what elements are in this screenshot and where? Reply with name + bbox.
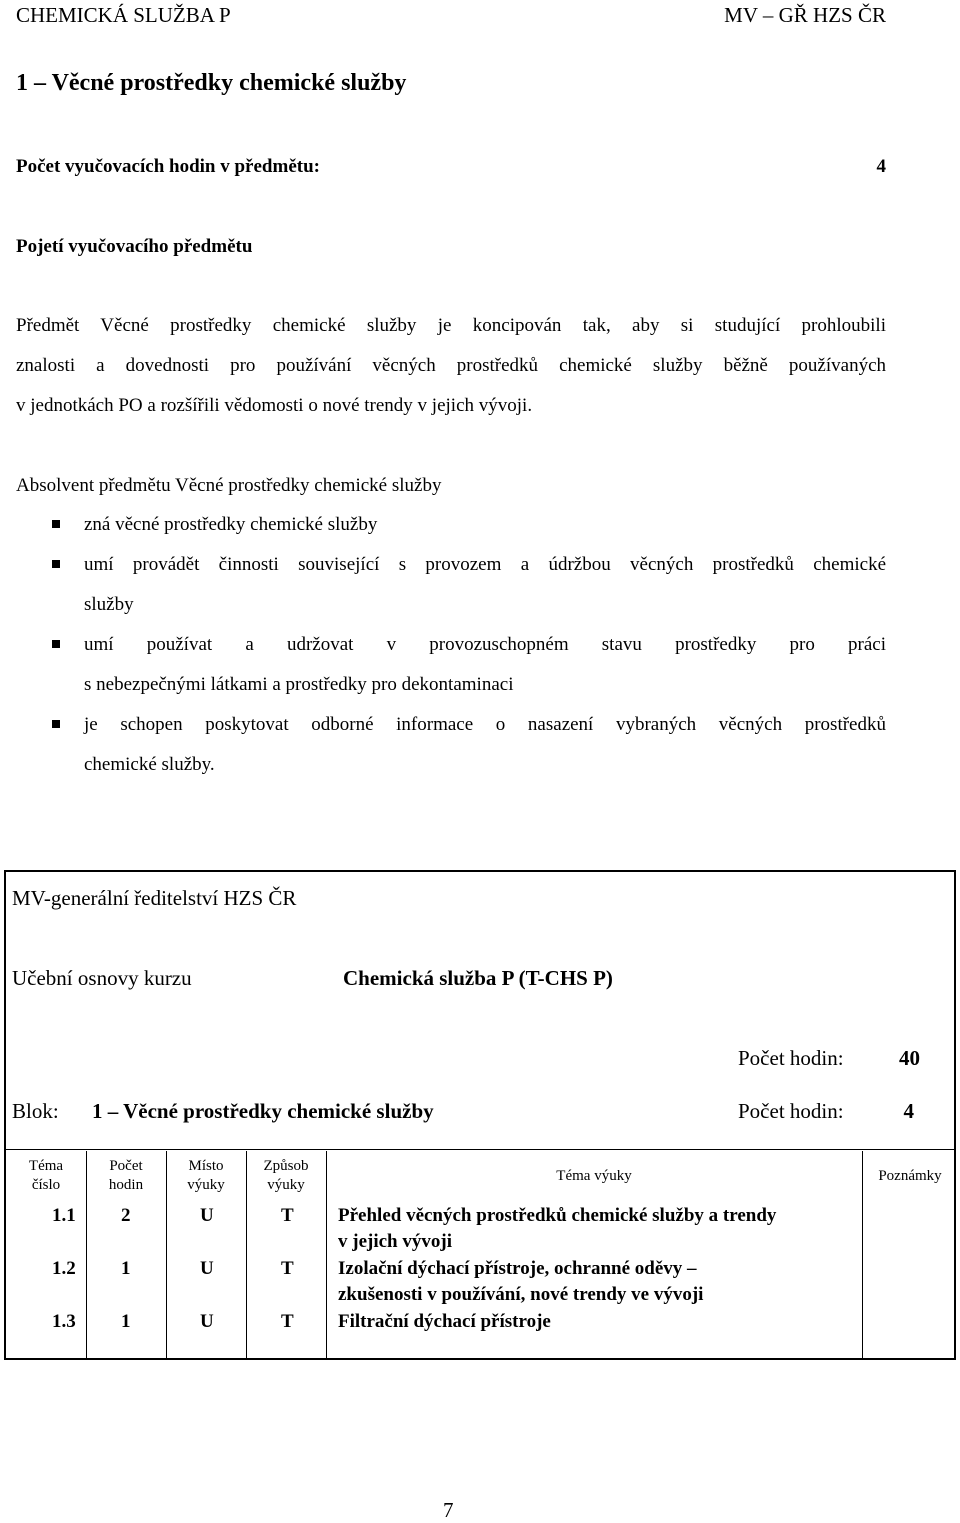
row-method: T: [281, 1205, 294, 1226]
bullet-line: chemické služby.: [84, 754, 215, 775]
bullet-line: služby: [84, 594, 134, 615]
page-number: 7: [443, 1498, 454, 1522]
col-header-line: výuky: [187, 1177, 225, 1193]
block-hours-label: Počet hodin:: [738, 1099, 844, 1123]
header-right: MV – GŘ HZS ČR: [724, 3, 886, 27]
graduate-heading: Absolvent předmětu Věcné prostředky chemické služby: [16, 475, 442, 496]
course-name: Chemická služba P (T-CHS P): [343, 966, 613, 990]
row-hours: 1: [121, 1258, 131, 1279]
bullet-square-icon: [52, 560, 60, 568]
col-header-method: [246, 1157, 326, 1195]
row-topic: [338, 1309, 551, 1335]
col-header-topic-number: [6, 1157, 86, 1195]
concept-heading: Pojetí vyučovacího předmětu: [16, 236, 253, 257]
col-header-notes: Poznámky: [878, 1168, 942, 1184]
col-header-line: Téma: [28, 1158, 64, 1174]
section-title: 1 – Věcné prostředky chemické služby: [16, 70, 407, 96]
row-method: T: [281, 1311, 294, 1332]
bullet-line: zná věcné prostředky chemické služby: [84, 514, 378, 535]
row-place: U: [200, 1258, 214, 1279]
row-topic-line: v jejich vývoji: [338, 1231, 452, 1252]
bullet-line: umí provádět činnosti související s provozem a údržbou věcných prostředků chemické: [84, 554, 886, 575]
row-hours: 2: [121, 1205, 131, 1226]
block-hours-value: 4: [903, 1099, 914, 1123]
header-left: CHEMICKÁ SLUŽBA P: [16, 3, 231, 27]
col-header-line: výuky: [267, 1177, 305, 1193]
row-method: T: [281, 1258, 294, 1279]
row-hours: 1: [121, 1311, 131, 1332]
bullet-square-icon: [52, 640, 60, 648]
row-num: 1.1: [52, 1205, 76, 1226]
row-topic-line: Izolační dýchací přístroje, ochranné oděvy –: [338, 1258, 697, 1279]
concept-line: znalosti a dovednosti pro používání věcných prostředků chemické služby běžně používaných: [16, 355, 886, 376]
syllabus-box: [4, 870, 956, 1360]
graduate-bullet: [84, 545, 886, 625]
hours-value: 4: [876, 156, 886, 177]
col-header-line: Místo: [188, 1158, 224, 1174]
hours-label: Počet vyučovacích hodin v předmětu:: [16, 156, 320, 177]
bullet-line: s nebezpečnými látkami a prostředky pro dekontaminaci: [84, 674, 514, 695]
row-num: 1.3: [52, 1311, 76, 1332]
col-header-line: hodin: [108, 1177, 144, 1193]
row-topic-line: zkušenosti v používání, nové trendy ve vývoji: [338, 1284, 704, 1305]
bullet-line: umí používat a udržovat v provozuschopném stavu prostředky pro práci: [84, 634, 886, 655]
course-label: Učební osnovy kurzu: [12, 966, 192, 990]
row-place: U: [200, 1205, 214, 1226]
bullet-line: je schopen poskytovat odborné informace o nasazení vybraných věcných prostředků: [84, 714, 886, 735]
row-topic: [338, 1203, 776, 1255]
org-name: MV-generální ředitelství HZS ČR: [12, 886, 297, 910]
col-header-hours: [86, 1157, 166, 1195]
total-hours-value: 40: [899, 1046, 920, 1070]
bullet-square-icon: [52, 720, 60, 728]
col-header-topic: Téma výuky: [556, 1168, 632, 1184]
col-header-place: [166, 1157, 246, 1195]
concept-line: Předmět Věcné prostředky chemické služby je koncipován tak, aby si studující prohloubili: [16, 315, 886, 336]
total-hours-label: Počet hodin:: [738, 1046, 844, 1070]
concept-paragraph: [16, 306, 886, 426]
row-topic-line: Přehled věcných prostředků chemické služby a trendy: [338, 1205, 777, 1226]
col-header-line: číslo: [31, 1177, 61, 1193]
graduate-bullet: [84, 705, 886, 785]
block-label: Blok:: [12, 1099, 59, 1123]
graduate-bullet: [84, 625, 886, 705]
block-name: 1 – Věcné prostředky chemické služby: [92, 1099, 434, 1123]
row-topic: [338, 1256, 703, 1308]
bullet-square-icon: [52, 520, 60, 528]
col-header-line: Počet: [109, 1158, 143, 1174]
row-num: 1.2: [52, 1258, 76, 1279]
table-top-divider: [6, 1149, 954, 1150]
concept-line: v jednotkách PO a rozšířili vědomosti o nové trendy v jejich vývoji.: [16, 395, 533, 416]
row-place: U: [200, 1311, 214, 1332]
row-topic-line: Filtrační dýchací přístroje: [338, 1311, 551, 1332]
graduate-bullet: [84, 505, 886, 545]
col-header-line: Způsob: [263, 1158, 309, 1174]
